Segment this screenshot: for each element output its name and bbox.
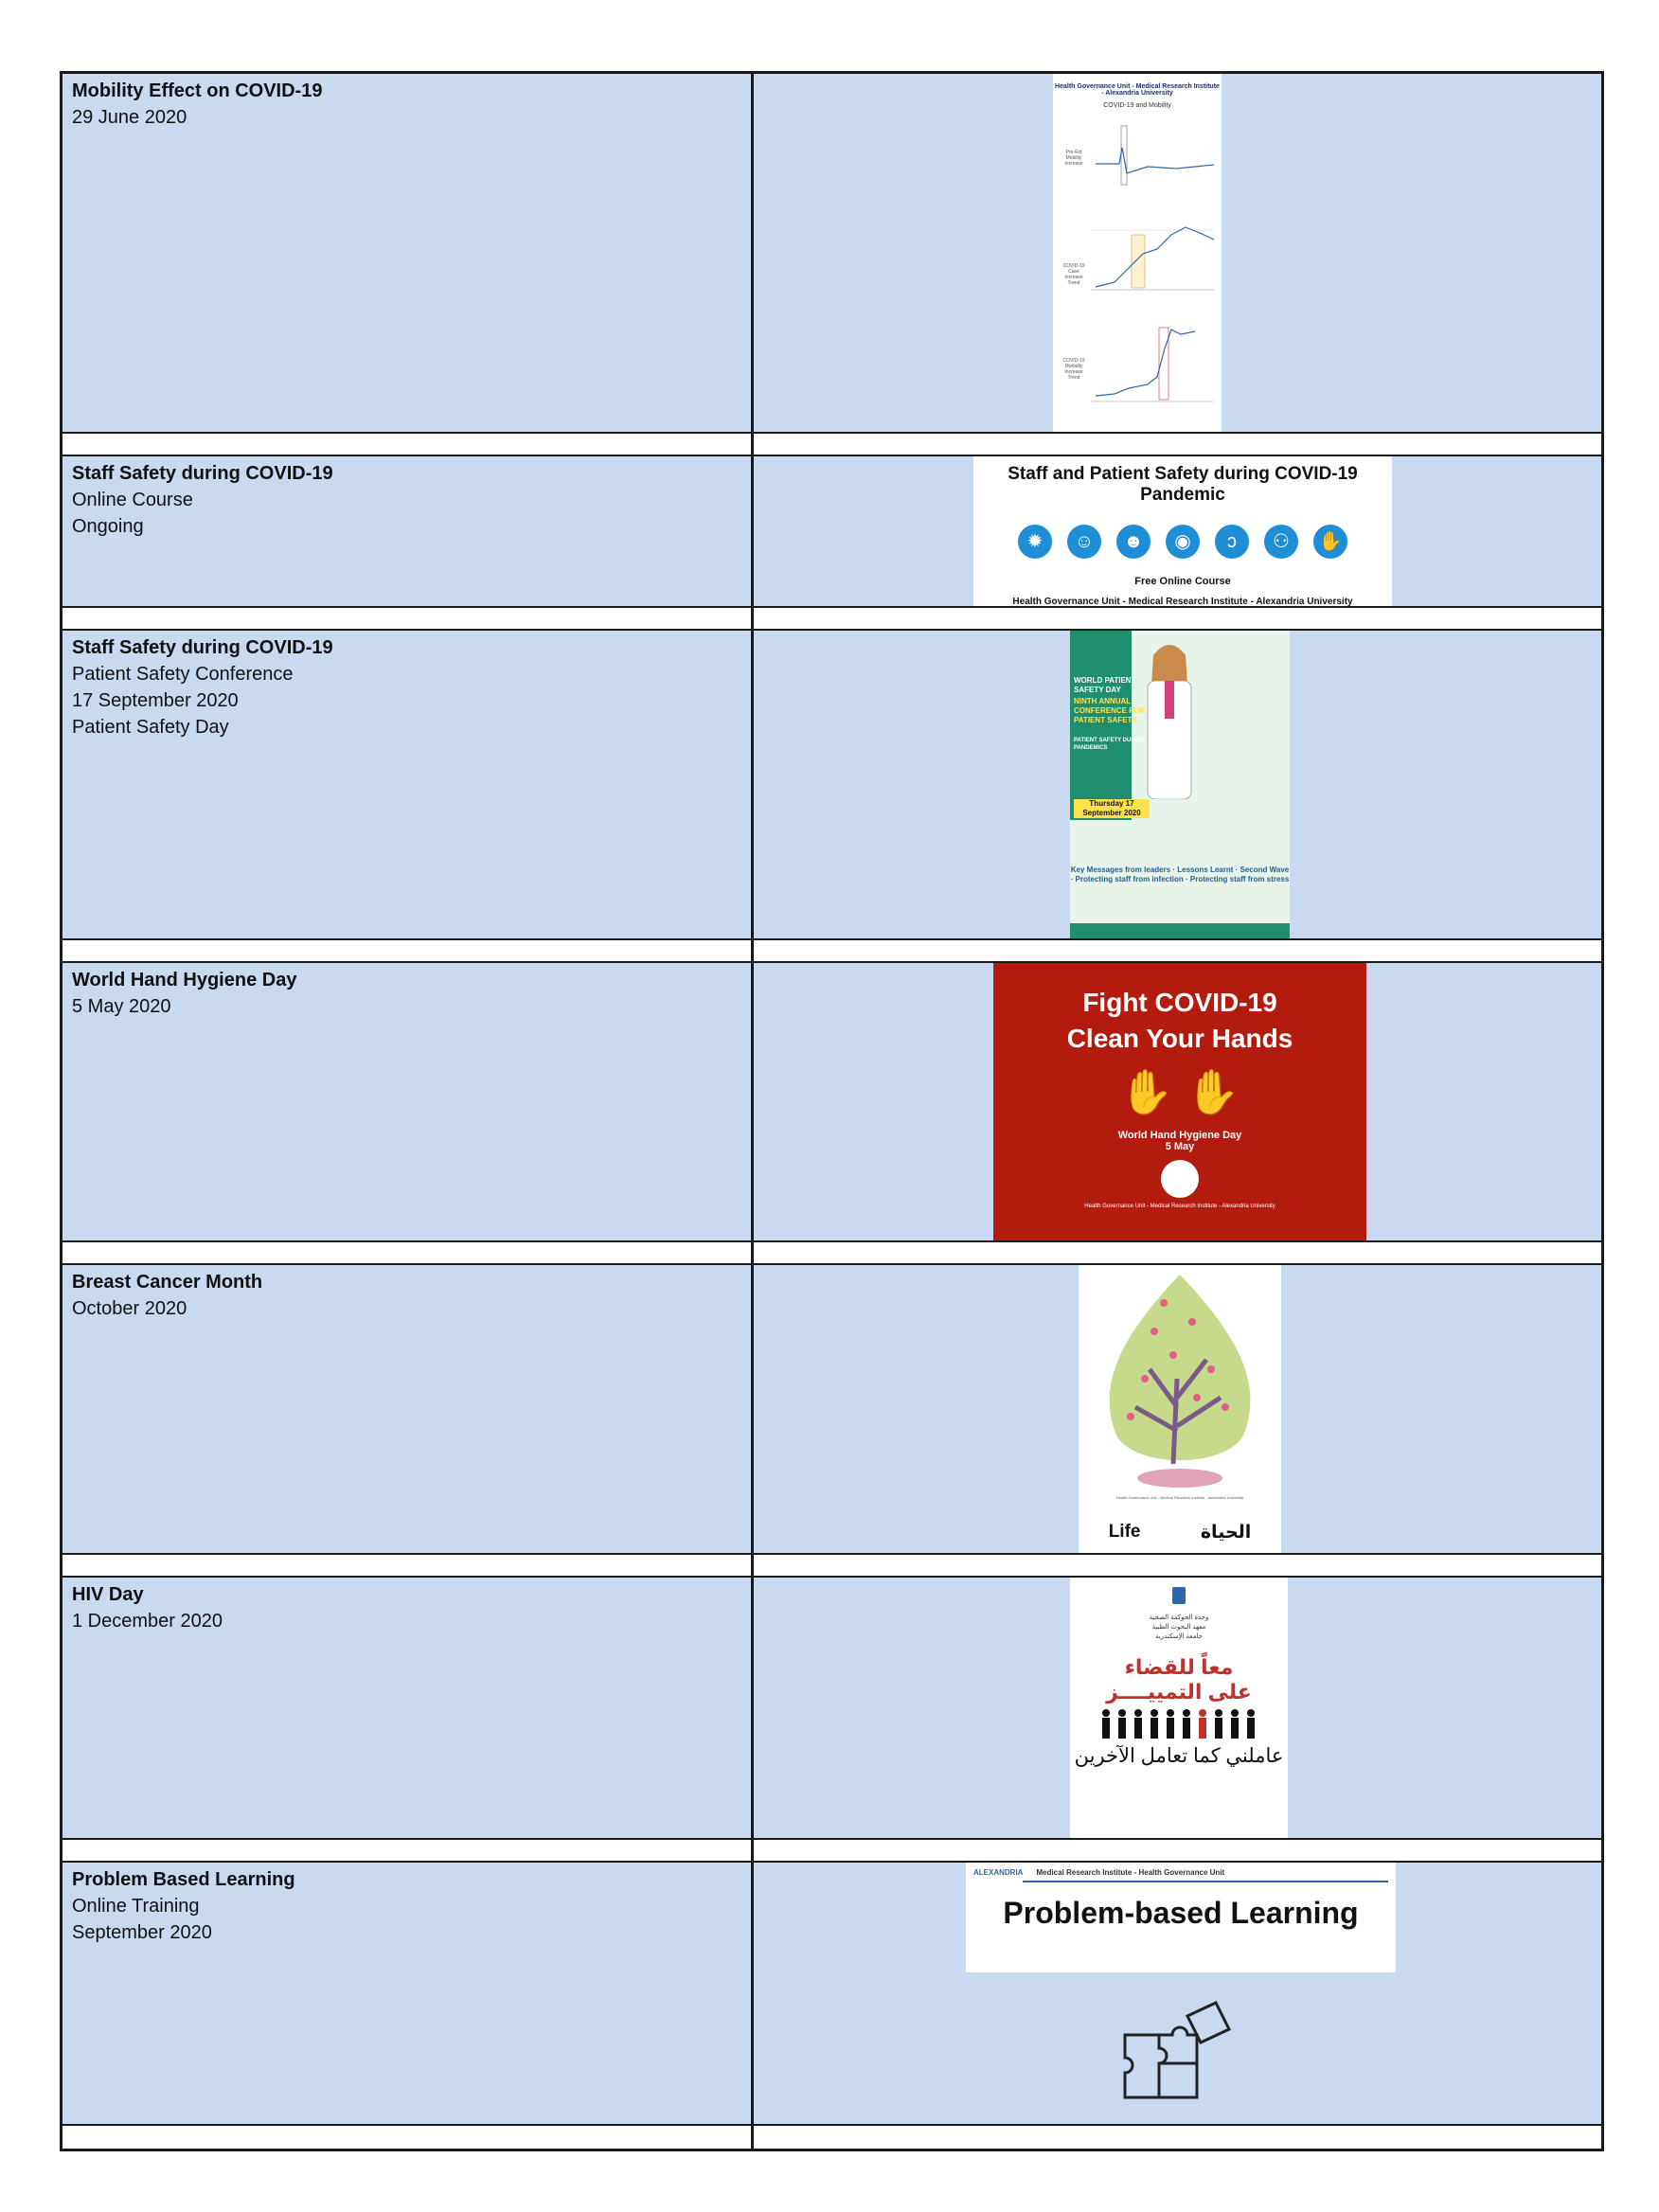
table-row (62, 1578, 1601, 1840)
spacer-row (62, 608, 1601, 631)
life-caption (1079, 1522, 1281, 1543)
header-rule (1023, 1881, 1388, 1882)
row-text-cell (62, 74, 754, 432)
spacer-row (62, 2126, 1601, 2149)
poster-footer: Health Governance Unit - Medical Research Institute - Alexandria University (1115, 1495, 1244, 1500)
table-row (62, 963, 1601, 1242)
globe-icon (1161, 1160, 1199, 1198)
row-text-cell (62, 963, 754, 1240)
spacer-row (62, 1840, 1601, 1863)
tree-illustration (1079, 1265, 1281, 1492)
eye-icon: ◉ (1166, 525, 1200, 559)
poster-conference: NINTH ANNUAL CONFERENCE FOR PATIENT SAFETY (1074, 697, 1146, 724)
row-image-cell (754, 74, 1601, 432)
side-label: Pre-Eid Mobility Increase (1064, 150, 1083, 167)
ear-icon: ↄ (1215, 525, 1249, 559)
row-line: October 2020 (72, 1298, 187, 1319)
spacer-row (62, 434, 1601, 456)
puzzle-icon (1121, 1997, 1235, 2103)
poster-date: Thursday 17 September 2020 (1074, 799, 1150, 818)
infographic-subtitle: COVID-19 and Mobility (1103, 102, 1171, 109)
row-text-cell (62, 1863, 754, 2124)
row-line: Patient Safety Day (72, 717, 229, 738)
row-line: September 2020 (72, 1922, 212, 1943)
pbl-banner (966, 1863, 1396, 1972)
pbl-unit: Medical Research Institute - Health Governance Unit (1036, 1868, 1225, 1877)
row-title: Staff Safety during COVID-19 (72, 637, 333, 658)
safety-icons (973, 525, 1392, 559)
row-text-cell (62, 456, 754, 606)
row-title: Breast Cancer Month (72, 1272, 263, 1293)
university-logo (1172, 1587, 1186, 1604)
spacer-row (62, 940, 1601, 963)
mobility-infographic (1053, 74, 1222, 432)
pbl-header (966, 1863, 1396, 1877)
table-row (62, 74, 1601, 434)
row-image-cell (754, 1578, 1601, 1838)
poster-footer: Health Governance Unit - Medical Research Institute - Alexandria University (1084, 1204, 1275, 1209)
mask-icon: ☺ (1067, 525, 1101, 559)
poster-org: وحدة الحوكمة الصحية معهد البحوث الطبية جامعة الإسكندرية (1149, 1614, 1209, 1640)
hands-icon: ✋ ✋ (1119, 1067, 1240, 1116)
activities-table (60, 71, 1604, 2151)
mobility-charts-graphic (1053, 74, 1222, 432)
row-title: Mobility Effect on COVID-19 (72, 80, 323, 101)
row-image-cell (754, 1265, 1601, 1553)
head-icon: ☻ (1116, 525, 1151, 559)
poster-line-2: Clean Your Hands (1066, 1024, 1293, 1053)
hiv-poster (1070, 1578, 1288, 1838)
side-label: COVID-19 Mortality Increase Trend (1062, 358, 1085, 381)
life-en: Life (1108, 1522, 1141, 1542)
row-line: 29 June 2020 (72, 107, 187, 128)
breast-cancer-poster (1079, 1265, 1281, 1553)
course-type: Free Online Course (1134, 576, 1231, 587)
row-title: Staff Safety during COVID-19 (72, 463, 333, 484)
course-footer: Health Governance Unit - Medical Research Institute - Alexandria University (1012, 597, 1353, 606)
row-line: Ongoing (72, 516, 144, 537)
table-row (62, 456, 1601, 608)
course-title: Staff and Patient Safety during COVID-19 Pandemic (1008, 464, 1358, 505)
side-label: COVID-19 Case Increase Trend (1062, 263, 1085, 286)
spacer-row (62, 1555, 1601, 1578)
row-image-cell (754, 963, 1601, 1240)
table-row (62, 631, 1601, 940)
poster-theme: PATIENT SAFETY DURING PANDEMICS (1074, 738, 1146, 751)
spacer-row (62, 1242, 1601, 1265)
row-text-cell (62, 1578, 754, 1838)
poster-date: 5 May (1165, 1141, 1195, 1152)
row-text-cell (62, 1265, 754, 1553)
row-line: Patient Safety Conference (72, 664, 294, 685)
poster-slogan-3: عاملني كما تعامل الآخرين (1074, 1745, 1284, 1767)
university-logo: ALEXANDRIA (973, 1868, 1024, 1877)
hand-wash-icon: ✋ (1313, 525, 1347, 559)
poster-day: World Hand Hygiene Day (1117, 1130, 1242, 1141)
poster-footer-band (1070, 923, 1290, 938)
life-ar: الحياة (1200, 1523, 1252, 1543)
poster-heading: WORLD PATIENT SAFETY DAY (1074, 676, 1136, 694)
row-line: 5 May 2020 (72, 996, 171, 1017)
poster-band (1070, 631, 1132, 820)
poster-line-1: Fight COVID-19 (1082, 988, 1277, 1017)
poster-slogan-1: معاً للقضاء (1124, 1655, 1234, 1679)
row-image-cell (754, 1863, 1601, 2124)
doctor-illustration (1136, 638, 1203, 799)
row-line: Online Training (72, 1896, 200, 1917)
row-line: 17 September 2020 (72, 690, 239, 711)
row-title: World Hand Hygiene Day (72, 970, 297, 990)
course-banner (973, 456, 1392, 606)
row-line: 1 December 2020 (72, 1611, 223, 1632)
pbl-title: Problem-based Learning (1003, 1896, 1359, 1930)
poster-messages: Key Messages from leaders · Lessons Learnt · Second Wave · Protecting staff from infection · Protecting staff from stress (1070, 865, 1290, 883)
row-line: Online Course (72, 490, 193, 510)
virus-icon: ✹ (1018, 525, 1052, 559)
hand-hygiene-poster (993, 963, 1366, 1240)
conference-poster (1070, 631, 1290, 938)
poster-slogan-2: على التمييــــز (1106, 1680, 1252, 1704)
row-title: Problem Based Learning (72, 1869, 295, 1890)
people-icons (1098, 1708, 1259, 1740)
table-row (62, 1863, 1601, 2126)
row-image-cell (754, 456, 1601, 606)
row-image-cell (754, 631, 1601, 938)
row-title: HIV Day (72, 1584, 144, 1605)
row-text-cell (62, 631, 754, 938)
infographic-header: Health Governance Unit - Medical Research Institute - Alexandria University (1055, 83, 1220, 97)
table-row (62, 1265, 1601, 1555)
people-icon: ⚇ (1264, 525, 1298, 559)
